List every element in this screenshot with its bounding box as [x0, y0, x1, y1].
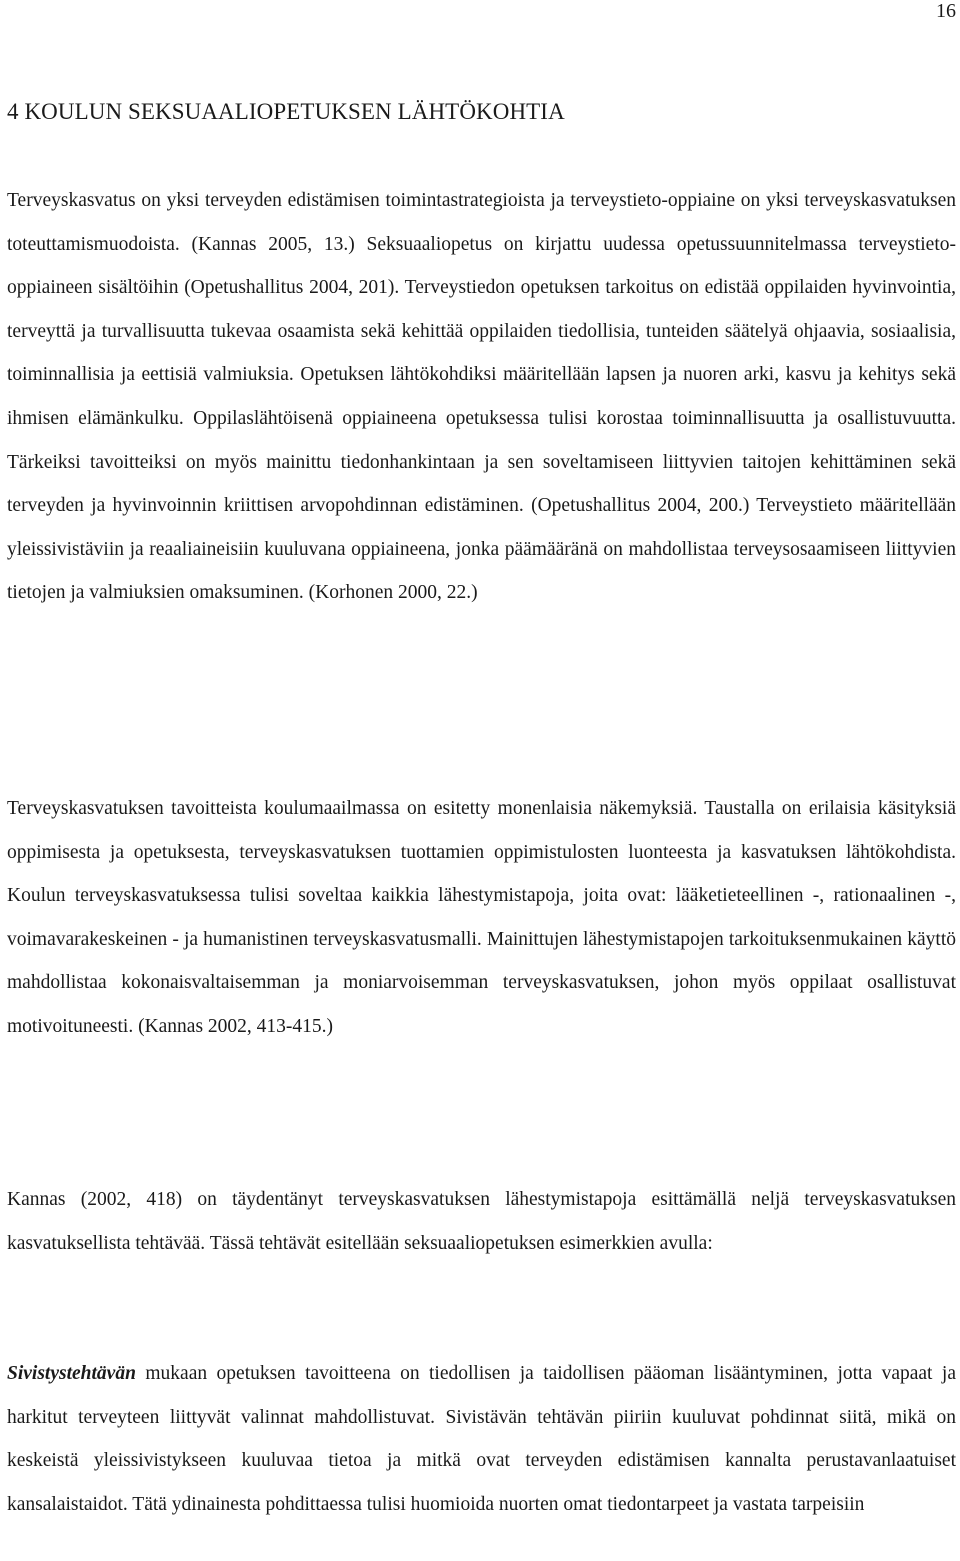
paragraph-3: Kannas (2002, 418) on täydentänyt terveyskasvatuksen lähestymistapoja esittämällä neljä terveyskasvatuksen kasvatuksellista tehtävää. Tässä tehtävät esitellään seksuaaliopetuksen esimerkkien avulla:: [7, 1189, 956, 1254]
emphasized-term: Sivistystehtävän: [7, 1363, 136, 1384]
page-number: 16: [936, 0, 956, 22]
paragraph-4-body: mukaan opetuksen tavoitteena on tiedollisen ja taidollisen pääoman lisääntyminen, jotta vapaat ja harkitut terveyteen liittyvät valinnat mahdollistuvat. Sivistävän tehtävän piiriin kuuluvat pohdinnat siitä, mikä on keskeistä yleissivistykseen kuuluvaa tietoa ja mitkä ovat terveyden edistämisen kannalta perustavanlaatuiset kansalaistaidot. Tätä ydinainesta pohdittaessa tulisi huomioida nuorten omat tiedontarpeet ja vastata tarpeisiin: [7, 1363, 956, 1515]
paragraph-1: Terveyskasvatus on yksi terveyden edistämisen toimintastrategioista ja terveystieto-oppiaine on yksi terveyskasvatuksen toteuttamismuodoista. (Kannas 2005, 13.) Seksuaaliopetus on kirjattu uudessa opetussuunnitelmassa terveystieto-oppiaineen sisältöihin (Opetushallitus 2004, 201). Terveystiedon opetuksen tarkoitus on edistää oppilaiden hyvinvointia, terveyttä ja turvallisuutta tukevaa osaamista sekä kehittää oppilaiden tiedollisia, tunteiden säätelyä ohjaavia, sosiaalisia, toiminnallisia ja eettisiä valmiuksia. Opetuksen lähtökohdiksi määritellään lapsen ja nuoren arki, kasvu ja kehitys sekä ihmisen elämänkulku. Oppilaslähtöisenä oppiaineena opetuksessa tulisi korostaa toiminnallisuutta ja osallistuvuutta. Tärkeiksi tavoitteiksi on myös mainittu tiedonhankintaan ja sen soveltamiseen liittyvien taitojen kehittäminen sekä terveyden ja hyvinvoinnin kriittisen arvopohdinnan edistäminen. (Opetushallitus 2004, 200.) Terveystieto määritellään yleissivistäviin ja reaaliaineisiin kuuluvana oppiaineena, jonka päämääränä on mahdollistaa terveysosaamiseen liittyvien tietojen ja valmiuksien omaksuminen. (Korhonen 2000, 22.): [7, 190, 956, 604]
paragraph-4: [7, 1352, 956, 1526]
chapter-heading: 4 KOULUN SEKSUAALIOPETUKSEN LÄHTÖKOHTIA: [7, 99, 565, 124]
paragraph-2: Terveyskasvatuksen tavoitteista koulumaailmassa on esitetty monenlaisia näkemyksiä. Taustalla on erilaisia käsityksiä oppimisesta ja opetuksesta, terveyskasvatuksen tuottamien oppimistulosten luonteesta ja kasvatuksen lähtökohdista. Koulun terveyskasvatuksessa tulisi soveltaa kaikkia lähestymistapoja, joita ovat: lääketieteellinen -, rationaalinen -, voimavarakeskeinen - ja humanistinen terveyskasvatusmalli. Mainittujen lähestymistapojen tarkoituksenmukainen käyttö mahdollistaa kokonaisvaltaisemman ja moniarvoisemman terveyskasvatuksen, johon myös oppilaat osallistuvat motivoituneesti. (Kannas 2002, 413-415.): [7, 798, 956, 1037]
